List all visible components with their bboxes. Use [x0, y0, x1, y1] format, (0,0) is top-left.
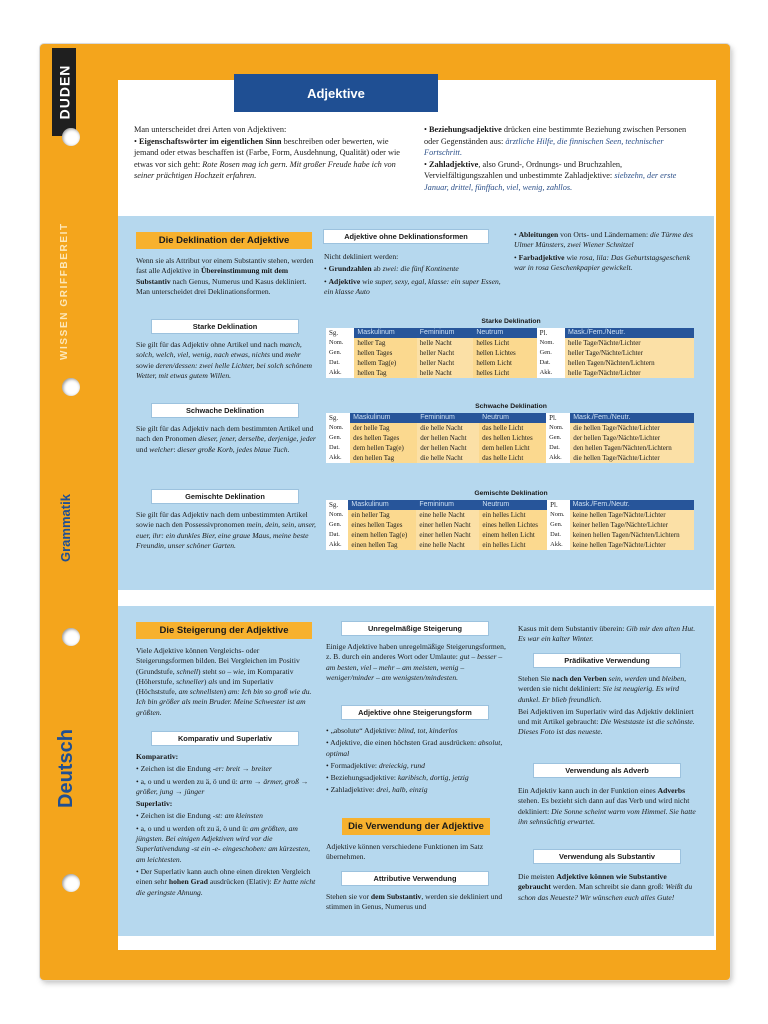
table-cell: keine hellen Tage/Nächte/Lichter — [570, 510, 694, 520]
table-cell: Dat. — [537, 358, 565, 368]
table-cell: Nom. — [546, 423, 570, 433]
table-header-cell: Mask./Fem./Neutr. — [570, 500, 694, 510]
punch-hole — [62, 378, 80, 396]
table-header-row — [326, 328, 694, 338]
duden-logo: DUDEN — [52, 48, 76, 136]
table-cell: heller Nacht — [417, 358, 474, 368]
table-header-cell: Sg. — [326, 328, 354, 338]
table-header-cell: Pl. — [537, 328, 565, 338]
table-cell: der helle Tag — [350, 423, 417, 433]
table-cell: helle Nacht — [417, 338, 474, 348]
table-header-cell: Femininum — [416, 500, 479, 510]
steigerung-text: Viele Adjektive können Vergleichs- oder Steigerungsformen bilden. Bei Vergleichen im Positiv (Grundstufe, schnell) steht so – wie, im Komparativ (Höherstufe, schneller) als und im Superlativ (Höchststufe, am schnellsten) am: Ich bin so groß wie du. Ich bin größer als mein Bruder. Meine Schwester ist am größten. — [136, 646, 312, 717]
table-cell: Gen. — [547, 520, 569, 530]
substantiv-text: Die meisten Adjektive können wie Substantive gebraucht werden. Man schreibt sie dann groß: Weißt du schon das Neueste? Wir wünschen euch alles Gute! — [518, 872, 693, 902]
table-cell: der hellen Tage/Nächte/Lichter — [570, 433, 694, 443]
table-cell: heller Tag — [354, 338, 416, 348]
table-row — [326, 453, 694, 463]
table-row — [326, 338, 694, 348]
table-cell: Nom. — [326, 338, 354, 348]
table-cell: einem hellen Tag(e) — [348, 530, 416, 540]
table-cell: Gen. — [537, 348, 565, 358]
table-row — [326, 510, 694, 520]
gemischte-heading: Gemischte Deklination — [152, 490, 298, 503]
table-cell: das helle Licht — [479, 453, 546, 463]
spine — [44, 48, 120, 976]
table-cell: eine helle Nacht — [416, 510, 479, 520]
table-row — [326, 423, 694, 433]
table-cell: hellen Lichtes — [473, 348, 536, 358]
table-cell: hellem Tag(e) — [354, 358, 416, 368]
table-header-cell: Maskulinum — [348, 500, 416, 510]
table-cell: ein helles Licht — [479, 510, 547, 520]
table-cell: das helle Licht — [479, 423, 546, 433]
table-cell: Gen. — [326, 520, 348, 530]
subject-label: Deutsch — [55, 729, 77, 808]
table-header-cell: Femininum — [417, 413, 479, 423]
table-header-cell: Sg. — [326, 500, 348, 510]
intro-item: • Zahladjektive, also Grund-, Ordnungs- und Bruchzahlen, Vervielfältigungszahlen und unbestimmte Zahladjektive: siebzehn, der erste Januar, drittel, fünffach, viel, wenig, zahllos. — [424, 159, 677, 192]
attributive-continued: Kasus mit dem Substantiv überein: Gib mir den alten Hut. Es war ein kalter Winter. — [518, 624, 696, 644]
table-header-cell: Maskulinum — [354, 328, 416, 338]
table-cell: eines hellen Tages — [348, 520, 416, 530]
unregelmaessige-heading: Unregelmäßige Steigerung — [342, 622, 488, 635]
series-label: WISSEN GRIFFBEREIT — [59, 222, 70, 360]
table-cell: heller Tage/Nächte/Lichter — [565, 348, 694, 358]
ohne-deklination-text-right: • Ableitungen von Orts- und Ländernamen: die Türme des Ulmer Münsters, zwei Wiener Schnitzel • Farbadjektive wie rosa, lila: Das Geburtstagsgeschenk war in rosa Geschenkpapier gewickelt. — [514, 230, 693, 272]
starke-table — [326, 328, 694, 378]
table-row — [326, 348, 694, 358]
page-title: Adjektive — [234, 74, 438, 112]
table-cell: Dat. — [546, 443, 570, 453]
table-cell: helle Nacht — [417, 368, 474, 378]
praedikative-heading: Prädikative Verwendung — [534, 654, 680, 667]
punch-hole — [62, 128, 80, 146]
table-cell: Akk. — [326, 368, 354, 378]
table-cell: die hellen Tage/Nächte/Lichter — [570, 423, 694, 433]
komparativ-superlativ-heading: Komparativ und Superlativ — [152, 732, 298, 745]
deklination-text: Wenn sie als Attribut vor einem Substantiv stehen, werden fast alle Adjektive in Übereinstimmung mit dem Substantiv nach Genus, Numerus und Kasus dekliniert. Man unterscheidet drei Deklinationsformen. — [136, 256, 314, 296]
table-row — [326, 368, 694, 378]
intro-item: • Beziehungsadjektive drücken eine bestimmte Beziehung zwischen Personen oder Gegenständen aus: ärztliche Hilfe, die finnischen Seen, technischer Fortschritt. — [424, 125, 687, 158]
intro-item: • Eigenschaftswörter im eigentlichen Sinn beschreiben oder bewerten, wie jemand oder etwas beschaffen ist (Farbe, Form, Ausdehnung, Qualität) oder wie etwas vor sich geht: Rote Rosen mag ich gern. Mit großer Freude habe ich von seiner prächtigen Hochzeit erfahren. — [134, 136, 400, 181]
table-cell: ein heller Tag — [348, 510, 416, 520]
ohne-deklination-text: Nicht dekliniert werden: • Grundzahlen ab zwei: die fünf Kontinente • Adjektive wie super, sexy, egal, klasse: ein super Essen, ein klasse Auto — [324, 252, 501, 296]
ohne-steigerung-heading: Adjektive ohne Steigerungsform — [342, 706, 488, 719]
table-cell: Nom. — [537, 338, 565, 348]
table-cell: hellen Tages — [354, 348, 416, 358]
table-cell: hellem Licht — [473, 358, 536, 368]
intro-left — [134, 124, 412, 182]
adverb-text: Ein Adjektiv kann auch in der Funktion eines Adverbs stehen. Es bezieht sich dann auf das Verb und wird nicht dekliniert: Die Sonne scheint warm vom Himmel. Sie hatte ihn sehnsüchtig erwartet. — [518, 786, 696, 826]
table-cell: helles Licht — [473, 338, 536, 348]
table-cell: Dat. — [326, 443, 350, 453]
table-cell: keinen hellen Tagen/Nächten/Lichtern — [570, 530, 694, 540]
table-cell: einer hellen Nacht — [416, 530, 479, 540]
table-cell: die hellen Tage/Nächte/Lichter — [570, 453, 694, 463]
gemischte-table — [326, 500, 694, 550]
table-header-cell: Neutrum — [479, 500, 547, 510]
table-cell: die helle Nacht — [417, 423, 479, 433]
table-cell: Gen. — [546, 433, 570, 443]
table-cell: Dat. — [326, 358, 354, 368]
table-cell: eines hellen Lichtes — [479, 520, 547, 530]
steigerung-heading: Die Steigerung der Adjektive — [136, 622, 312, 639]
table-cell: dem hellen Tag(e) — [350, 443, 417, 453]
deklination-heading: Die Deklination der Adjektive — [136, 232, 312, 249]
table-cell: einem hellen Licht — [479, 530, 547, 540]
table-header-cell: Mask./Fem./Neutr. — [565, 328, 694, 338]
starke-table-title: Starke Deklination — [481, 318, 541, 325]
adverb-heading: Verwendung als Adverb — [534, 764, 680, 777]
table-cell: helle Tage/Nächte/Lichter — [565, 368, 694, 378]
table-cell: einer hellen Nacht — [416, 520, 479, 530]
attributive-text: Stehen sie vor dem Substantiv, werden sie dekliniert und stimmen in Genus, Numerus und — [326, 892, 503, 912]
intro-lead: Man unterscheidet drei Arten von Adjektiven: — [134, 125, 287, 134]
table-header-cell: Mask./Fem./Neutr. — [570, 413, 694, 423]
table-row — [326, 540, 694, 550]
gemischte-text: Sie gilt für das Adjektiv nach dem unbestimmten Artikel sowie nach den Possessivpronomen mein, dein, sein, unser, euer, ihr: ein dunkles Bier, eine graue Maus, meine beste Freundin, unser schöner Garten. — [136, 510, 316, 550]
table-cell: hellen Tag — [354, 368, 416, 378]
ohne-deklination-heading: Adjektive ohne Deklinationsformen — [324, 230, 488, 243]
table-cell: Akk. — [547, 540, 569, 550]
substantiv-heading: Verwendung als Substantiv — [534, 850, 680, 863]
schwache-table — [326, 413, 694, 463]
table-row — [326, 530, 694, 540]
punch-hole — [62, 874, 80, 892]
table-cell: einen hellen Tag — [348, 540, 416, 550]
table-header-cell: Femininum — [417, 328, 474, 338]
attributive-heading: Attributive Verwendung — [342, 872, 488, 885]
table-cell: des hellen Tages — [350, 433, 417, 443]
table-cell: keine hellen Tage/Nächte/Lichter — [570, 540, 694, 550]
table-cell: hellen Tagen/Nächten/Lichtern — [565, 358, 694, 368]
table-header-cell: Maskulinum — [350, 413, 417, 423]
table-header-row — [326, 413, 694, 423]
table-cell: der hellen Nacht — [417, 433, 479, 443]
table-cell: helles Licht — [473, 368, 536, 378]
table-cell: Nom. — [547, 510, 569, 520]
table-cell: Gen. — [326, 348, 354, 358]
starke-text: Sie gilt für das Adjektiv ohne Artikel und nach manch, solch, welch, viel, wenig, nach etwas, nichts und mehr sowie deren/dessen: zwei helle Lichter, bei solch schönem Wetter, mit etwas gutem Willen. — [136, 340, 313, 380]
table-cell: ein helles Licht — [479, 540, 547, 550]
table-header-cell: Neutrum — [479, 413, 546, 423]
table-header-cell: Sg. — [326, 413, 350, 423]
table-cell: Akk. — [326, 540, 348, 550]
table-cell: Dat. — [547, 530, 569, 540]
komparativ-superlativ-text: Komparativ: • Zeichen ist die Endung -er: breit → breiter • a, o und u werden zu ä, ö und ü: arm → ärmer, groß → größer, jung → jünger Superlativ: • Zeichen ist die Endung -st: am kleinsten • a, o und u werden oft zu ä, ö und ü: am größten, am jüngsten. Bei einigen Adjektiven wird vor die Superlativendung -st ein -e- eingeschoben: am kürzesten, am leichtesten. • Der Superlativ kann auch ohne einen direkten Vergleich einen sehr hohen Grad ausdrücken (Elativ): Er hatte nicht die geringste Ahnung. — [136, 752, 316, 897]
ohne-steigerung-list: • „absolute“ Adjektive: blind, tot, kinderlos • Adjektive, die einen höchsten Grad ausdrücken: absolut, optimal • Formadjektive: dreieckig, rund • Beziehungsadjektive: karibisch, dortig, jetzig • Zahladjektive: drei, halb, einzig — [326, 726, 503, 795]
schwache-table-title: Schwache Deklination — [475, 403, 547, 410]
table-row — [326, 443, 694, 453]
table-cell: dem hellen Licht — [479, 443, 546, 453]
table-header-row — [326, 500, 694, 510]
table-cell: Dat. — [326, 530, 348, 540]
table-row — [326, 520, 694, 530]
table-cell: den hellen Tag — [350, 453, 417, 463]
table-cell: Akk. — [546, 453, 570, 463]
table-cell: Nom. — [326, 510, 348, 520]
schwache-heading: Schwache Deklination — [152, 404, 298, 417]
schwache-text: Sie gilt für das Adjektiv nach dem bestimmten Artikel und nach den Pronomen dieser, jener, derselbe, derjenige, jeder und welcher: dieser große Korb, jedes blaue Tuch. — [136, 424, 316, 454]
table-header-cell: Neutrum — [473, 328, 536, 338]
table-cell: Nom. — [326, 423, 350, 433]
table-cell: des hellen Lichtes — [479, 433, 546, 443]
praedikative-text: Stehen Sie nach den Verben sein, werden und bleiben, werden sie nicht dekliniert: Sie ist neugierig. Es wird dunkel. Er blieb freundlich. Bei Adjektiven im Superlativ wird das Adjektiv dekliniert und mit Artikel gebraucht: Die Weststaste ist die schönste. Dieses Foto ist das neueste. — [518, 674, 695, 737]
gemischte-table-title: Gemischte Deklination — [474, 490, 548, 497]
table-cell: Akk. — [537, 368, 565, 378]
table-cell: der hellen Nacht — [417, 443, 479, 453]
intro-right — [424, 124, 696, 194]
table-row — [326, 433, 694, 443]
starke-heading: Starke Deklination — [152, 320, 298, 333]
table-cell: Gen. — [326, 433, 350, 443]
table-cell: heller Nacht — [417, 348, 474, 358]
table-cell: Akk. — [326, 453, 350, 463]
topic-label: Grammatik — [58, 494, 73, 562]
table-cell: keiner hellen Tage/Nächte/Lichter — [570, 520, 694, 530]
table-header-cell: Pl. — [547, 500, 569, 510]
punch-hole — [62, 628, 80, 646]
table-cell: den hellen Tagen/Nächten/Lichtern — [570, 443, 694, 453]
verwendung-heading: Die Verwendung der Adjektive — [342, 818, 490, 835]
table-cell: helle Tage/Nächte/Lichter — [565, 338, 694, 348]
table-row — [326, 358, 694, 368]
table-cell: die helle Nacht — [417, 453, 479, 463]
table-cell: eine helle Nacht — [416, 540, 479, 550]
verwendung-text: Adjektive können verschiedene Funktionen im Satz übernehmen. — [326, 842, 484, 862]
table-header-cell: Pl. — [546, 413, 570, 423]
unregelmaessige-text: Einige Adjektive haben unregelmäßige Steigerungsformen, z. B. durch ein anderes Wort oder Umlaute: gut – besser – am besten, viel – mehr – am meisten, wenig – weniger/minder – am wenigsten/mindesten. — [326, 642, 506, 682]
